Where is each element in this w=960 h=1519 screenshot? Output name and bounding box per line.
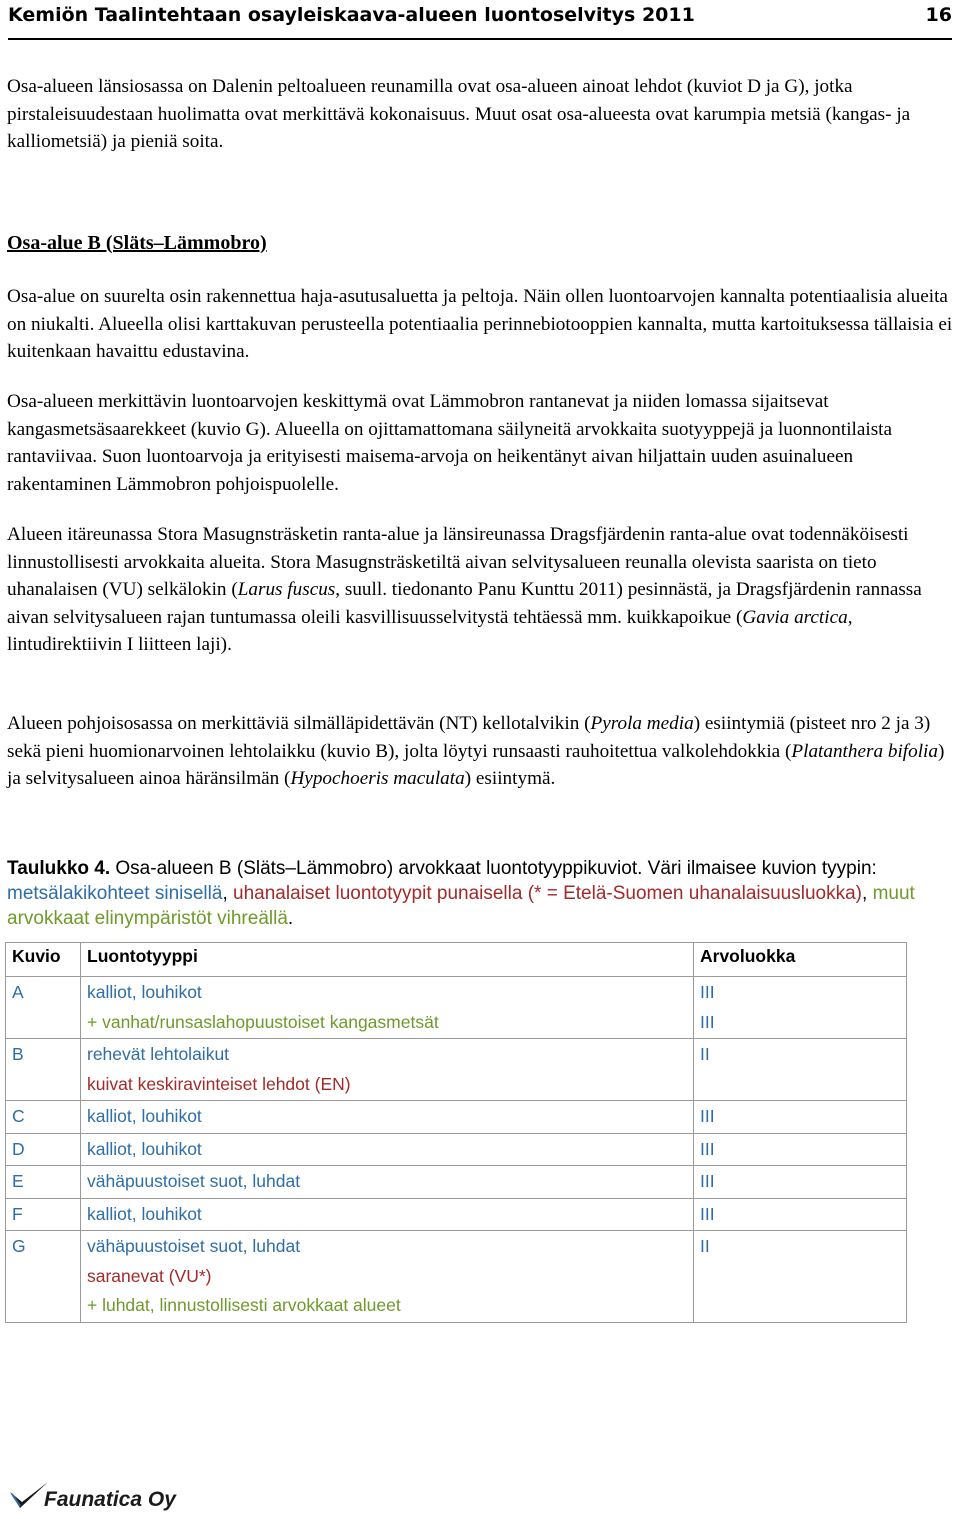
cell-arvoluokka: [694, 1101, 907, 1134]
caption-text: Osa-alueen B (Släts–Lämmobro) arvokkaat luontotyyppikuviot. Väri ilmaisee kuvion tyypin:: [110, 858, 877, 879]
value-class: III: [700, 1011, 715, 1032]
page-number: 16: [925, 4, 952, 26]
species-name: Hypochoeris maculata: [290, 768, 465, 789]
text-run: Alueen itäreunassa Stora Masugnsträsketin ranta-alue ja länsireunassa Dragsfjärdenin ranta-alue ovat todennäköisesti linnustollisesti arvokkaita alueita. Stora Masugnsträsketiltä aivan selvitysalueen reunalla olevista saarista on tieto uhanalaisen (VU) selkälokin (: [7, 524, 909, 600]
section-heading: Osa-alue B (Släts–Lämmobro): [7, 232, 267, 254]
table-row: [6, 1133, 907, 1166]
habitat-type: rehevät lehtolaikut: [87, 1044, 230, 1064]
cell-arvoluokka: [694, 1231, 907, 1323]
table-body: [6, 977, 907, 1323]
habitat-type: + luhdat, linnustollisesti arvokkaat alueet: [87, 1295, 401, 1315]
habitat-type: kalliot, louhikot: [87, 1203, 202, 1224]
caption-legend-red: uhanalaiset luontotyypit punaisella (* = Etelä-Suomen uhanalaisuusluokka): [233, 883, 863, 904]
cell-kuvio: D: [6, 1133, 81, 1166]
cell-luontotyyppi: [81, 1039, 694, 1101]
header-arvoluokka: Arvoluokka: [694, 943, 907, 977]
text-run: ) ja selvitysalueen ainoa häränsilmän (: [7, 740, 945, 789]
cell-arvoluokka: [694, 1166, 907, 1199]
cell-kuvio: C: [6, 1101, 81, 1134]
value-class: II: [700, 1044, 710, 1064]
cell-arvoluokka: [694, 977, 907, 1039]
species-name: Gavia arctica: [742, 606, 848, 628]
habitat-type: vähäpuustoiset suot, luhdat: [87, 1236, 301, 1256]
text-run: ) esiintymä.: [464, 768, 556, 789]
cell-arvoluokka: [694, 1133, 907, 1166]
cell-kuvio: F: [6, 1198, 81, 1231]
cell-luontotyyppi: [81, 1133, 694, 1166]
habitat-table: [5, 942, 907, 1323]
header-luontotyyppi: Luontotyyppi: [81, 943, 694, 977]
habitat-type: kalliot, louhikot: [87, 1138, 202, 1159]
habitat-type: saranevat (VU*): [87, 1265, 212, 1286]
value-class: III: [700, 1203, 715, 1224]
habitat-type: kalliot, louhikot: [87, 1106, 202, 1126]
species-name: Larus fuscus: [237, 579, 336, 600]
text-run: , lintudirektiivin I liitteen laji).: [7, 606, 853, 655]
cell-luontotyyppi: [81, 977, 694, 1039]
brand-name: Faunatica Oy: [44, 1488, 176, 1511]
cell-arvoluokka: [694, 1198, 907, 1231]
habitat-type: kalliot, louhikot: [87, 982, 202, 1002]
table-row: [6, 1231, 907, 1323]
value-class: III: [700, 1171, 715, 1191]
text-run: Alueen pohjoisosassa on merkittäviä silmälläpidettävän (NT) kellotalvikin (: [7, 713, 591, 734]
header-kuvio: Kuvio: [6, 943, 81, 977]
paragraph-plants: [7, 710, 953, 793]
habitat-type: vähäpuustoiset suot, luhdat: [87, 1171, 301, 1191]
paragraph-birds: [7, 521, 953, 659]
caption-separator: ,: [862, 883, 873, 904]
paragraph-intro: Osa-alueen länsiosassa on Dalenin peltoalueen reunamilla ovat osa-alueen ainoat lehdot (kuviot D ja G), jotka pirstaleisuudestaan huolimatta ovat merkittävä kokonaisuus. Muut osat osa-alueesta ovat karumpia metsiä (kangas- ja kalliometsiä) ja pieniä soita.: [7, 76, 911, 152]
caption-legend-blue: metsälakikohteet sinisellä: [7, 883, 223, 904]
value-class: III: [700, 1138, 715, 1159]
species-name: Platanthera bifolia: [791, 740, 938, 762]
cell-luontotyyppi: [81, 1101, 694, 1134]
table-row: [6, 1198, 907, 1231]
document-title: Kemiön Taalintehtaan osayleiskaava-alueen luontoselvitys 2011: [8, 4, 695, 26]
value-class: II: [700, 1236, 710, 1256]
table-row: [6, 1039, 907, 1101]
table-row: [6, 977, 907, 1039]
habitat-type: + vanhat/runsaslahopuustoiset kangasmetsät: [87, 1011, 439, 1032]
cell-kuvio: B: [6, 1039, 81, 1101]
cell-luontotyyppi: [81, 1231, 694, 1323]
cell-luontotyyppi: [81, 1198, 694, 1231]
text-run: ) esiintymiä (pisteet nro 2 ja 3) sekä pieni huomionarvoinen lehtolaikku (kuvio B), jolta löytyi runsaasti rauhoitettua valkolehdokkia (: [7, 713, 931, 762]
caption-end: .: [287, 908, 294, 929]
cell-kuvio: E: [6, 1166, 81, 1199]
table-caption: [7, 856, 953, 931]
table-row: [6, 1101, 907, 1134]
habitat-type: kuivat keskiravinteiset lehdot (EN): [87, 1073, 351, 1094]
species-name: Pyrola media: [590, 713, 694, 734]
cell-arvoluokka: [694, 1039, 907, 1101]
caption-legend-green: muut arvokkaat elinympäristöt vihreällä: [7, 883, 915, 929]
paragraph-lammobro: Osa-alueen merkittävin luontoarvojen keskittymä ovat Lämmobron rantanevat ja niiden lomassa sijaitsevat kangasmetsäsaarekkeet (kuvio G). Alueella on ojittamattomana säilyneitä arvokkaita suotyyppejä ja luonnontilaista rantaviivaa. Suon luontoarvoja ja erityisesti maisema-arvoja on heikentänyt aivan hiljattain uuden asuinalueen rakentaminen Lämmobron pohjoispuolelle.: [7, 391, 893, 495]
cell-kuvio: A: [6, 977, 81, 1039]
cell-luontotyyppi: [81, 1166, 694, 1199]
text-run: , suull. tiedonanto Panu Kunttu 2011) pesinnästä, ja Dragsfjärdenin rannassa aivan selvitysalueen rajan tuntumassa oleili kasvillisuusselvitystä tehtäessä mm. kuikkapoikue (: [7, 579, 922, 628]
cell-kuvio: G: [6, 1231, 81, 1323]
paragraph-overview: Osa-alue on suurelta osin rakennettua haja-asutusaluetta ja peltoja. Näin ollen luontoarvojen kannalta potentiaalisia alueita on niukalti. Alueella olisi karttakuvan perusteella potentiaalia perinnebiotooppien kannalta, mutta kartoituksessa tällaisia ei kuitenkaan havaittu edustavina.: [7, 286, 953, 362]
page-header: [8, 0, 952, 40]
table-row: [6, 1166, 907, 1199]
caption-label: Taulukko 4.: [7, 858, 111, 879]
table-header-row: [6, 943, 907, 977]
footer-logo: [8, 1480, 208, 1516]
value-class: III: [700, 1106, 715, 1126]
caption-separator: ,: [222, 883, 234, 904]
value-class: III: [700, 982, 715, 1002]
